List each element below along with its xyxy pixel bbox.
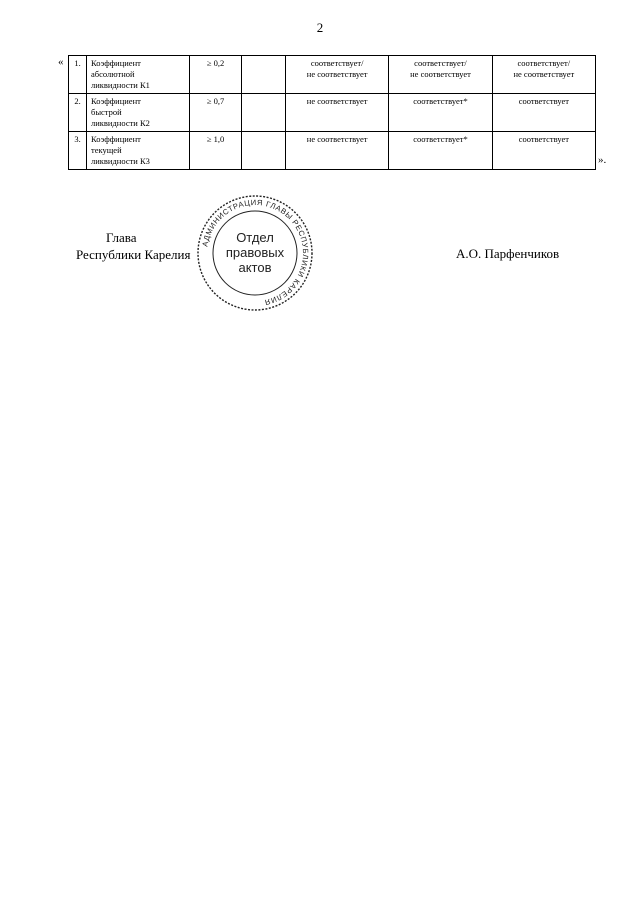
assessment-cell <box>492 56 595 94</box>
assessment-cell <box>286 94 389 132</box>
empty-cell <box>242 56 286 94</box>
row-number-cell: 2. <box>69 94 87 132</box>
table-row <box>69 94 596 132</box>
table-body <box>69 56 596 170</box>
assessment-cell-line: соответствует* <box>413 96 468 106</box>
indicator-cell-line: ликвидности К1 <box>91 80 150 90</box>
stamp-center-line1: Отдел <box>236 230 274 245</box>
assessment-cell <box>389 94 492 132</box>
indicator-cell-line: быстрой <box>91 107 122 117</box>
indicator-cell <box>87 94 190 132</box>
signatory-title <box>76 229 190 263</box>
indicator-cell-line: абсолютной <box>91 69 135 79</box>
assessment-cell <box>389 56 492 94</box>
assessment-cell <box>389 132 492 170</box>
norm-cell: ≥ 0,2 <box>190 56 242 94</box>
assessment-cell <box>492 94 595 132</box>
assessment-cell-line: соответствует/ <box>517 58 571 68</box>
assessment-cell-line: не соответствует <box>306 134 368 144</box>
indicator-cell-line: ликвидности К2 <box>91 118 150 128</box>
stamp-center-line3: актов <box>238 260 272 275</box>
closing-quote: ». <box>598 154 607 166</box>
signatory-name: А.О. Парфенчиков <box>456 246 560 261</box>
empty-cell <box>242 94 286 132</box>
liquidity-ratios-table <box>68 55 596 170</box>
norm-cell: ≥ 1,0 <box>190 132 242 170</box>
indicator-cell-line: Коэффициент <box>91 134 141 144</box>
assessment-cell <box>286 132 389 170</box>
assessment-cell-line: не соответствует <box>306 96 368 106</box>
assessment-cell-line: соответствует/ <box>414 58 467 68</box>
indicator-cell-line: ликвидности К3 <box>91 156 150 166</box>
signatory-title-line1: Глава <box>106 230 137 245</box>
empty-cell <box>242 132 286 170</box>
assessment-cell-line: не соответствует <box>410 69 471 79</box>
indicator-cell-line: Коэффициент <box>91 96 141 106</box>
assessment-cell-line: соответствует/ <box>310 58 364 68</box>
norm-cell: ≥ 0,7 <box>190 94 242 132</box>
signatory-title-line2: Республики Карелия <box>76 247 191 262</box>
row-number-cell: 3. <box>69 132 87 170</box>
row-number-cell: 1. <box>69 56 87 94</box>
indicator-cell-line: текущей <box>91 145 122 155</box>
table-row <box>69 132 596 170</box>
stamp-ring-text: АДМИНИСТРАЦИЯ ГЛАВЫ РЕСПУБЛИКИ КАРЕЛИЯ <box>200 197 311 308</box>
official-stamp <box>195 193 315 313</box>
assessment-cell-line: не соответствует <box>513 69 575 79</box>
indicator-cell <box>87 56 190 94</box>
stamp-center-line2: правовых <box>225 245 285 260</box>
assessment-cell-line: соответствует <box>518 96 569 106</box>
indicator-cell-line: Коэффициент <box>91 58 141 68</box>
table-row <box>69 56 596 94</box>
assessment-cell-line: не соответствует <box>306 69 368 79</box>
assessment-cell-line: соответствует* <box>413 134 468 144</box>
opening-quote: « <box>58 56 64 68</box>
assessment-cell-line: соответствует <box>518 134 569 144</box>
assessment-cell <box>286 56 389 94</box>
indicator-cell <box>87 132 190 170</box>
assessment-cell <box>492 132 595 170</box>
page-number: 2 <box>316 20 324 35</box>
